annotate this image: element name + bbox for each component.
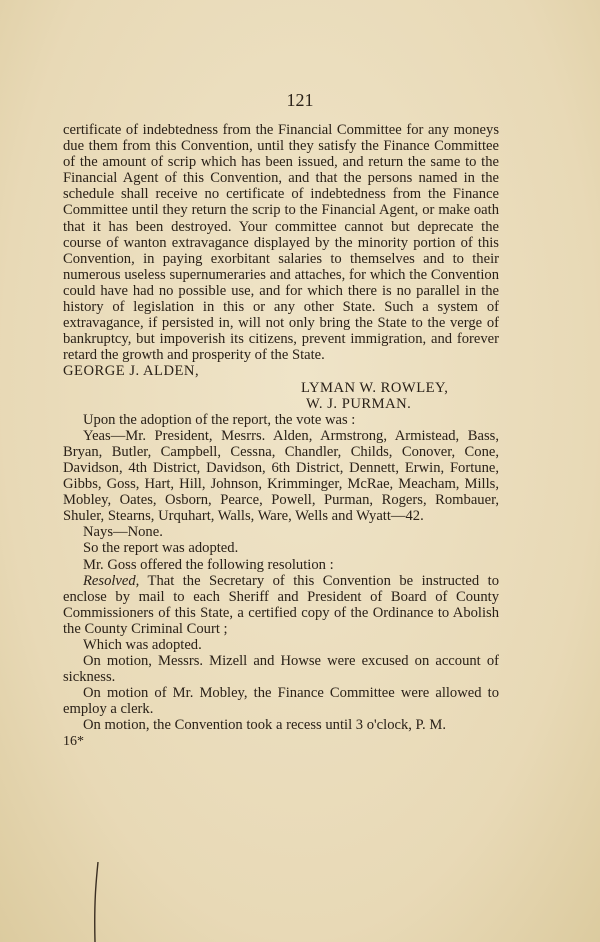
body-text — [63, 122, 499, 750]
paragraph-yeas: Yeas—Mr. President, Mesrrs. Alden, Armstrong, Armistead, Bass, Bryan, Butler, Campbell, Cessna, Chandler, Childs, Conover, Cone, Davidson, 4th District, Davidson, 6th District, Dennett, Erwin, Fortune, Gibbs, Goss, Hart, Hill, Johnson, Krimminger, McRae, Meacham, Mills, Mobley, Oates, Osborn, Pearce, Powell, Purman, Rogers, Rombauer, Shuler, Stearns, Urquhart, Walls, Ware, Wells and Wyatt—42. — [63, 427, 499, 525]
resolved-text: That the Secretary of this Convention be instructed to enclose by mail to each Sheriff and President of Board of County Commissioners of this State, a certified copy of the Ordinance to Abolish the County Criminal Court ; — [63, 572, 499, 637]
paragraph-which-adopted: Which was adopted. — [83, 637, 202, 653]
signature-mark: 16* — [63, 733, 84, 749]
paragraph-goss-resolution: Mr. Goss offered the following resolution : — [83, 556, 334, 573]
paragraph-excused: On motion, Messrs. Mizell and Howse were excused on account of sickness. — [63, 653, 499, 686]
signatory-alden: GEORGE J. ALDEN, — [63, 363, 200, 380]
paragraph-vote-intro: Upon the adoption of the report, the vote was : — [83, 411, 356, 428]
signatory-purman: W. J. PURMAN. — [306, 395, 412, 412]
paragraph-adopted: So the report was adopted. — [83, 540, 239, 557]
paragraph-recess: On motion, the Convention took a recess until 3 o'clock, P. M. — [83, 717, 446, 734]
paragraph-nays: Nays—None. — [83, 524, 163, 541]
page-number: 121 — [286, 90, 314, 110]
paragraph-report-continuation: certificate of indebtedness from the Financial Committee for any moneys due them from this Convention, until they satisfy the Finance Committee of the amount of scrip which has been issued, and return the same to the Financial Agent of this Convention, and that the persons named in the schedule shall receive no certificate of indebtedness from the Finance Committee until they return the scrip to the Financial Agent, or make oath that it has been destroyed. Your committee cannot but deprecate the course of wanton extravagance displayed by the minority portion of this Convention, in paying exorbitant salaries to themselves and to their numerous useless supernumeraries and attaches, for which the Convention could have had no possible use, and for which there is no parallel in the history of legislation in this or any other State. Such a system of extravagance, if persisted in, will not only bring the State to the verge of bankruptcy, but impoverish its citizens, prevent immigration, and forever retard the growth and prosperity of the State. — [63, 122, 499, 364]
paragraph-clerk: On motion of Mr. Mobley, the Finance Committee were allowed to employ a clerk. — [63, 685, 499, 718]
signatory-rowley: LYMAN W. ROWLEY, — [301, 379, 449, 396]
resolved-word: Resolved, — [83, 572, 140, 589]
ink-scratch-mark — [92, 862, 100, 942]
paragraph-resolved — [63, 573, 499, 637]
